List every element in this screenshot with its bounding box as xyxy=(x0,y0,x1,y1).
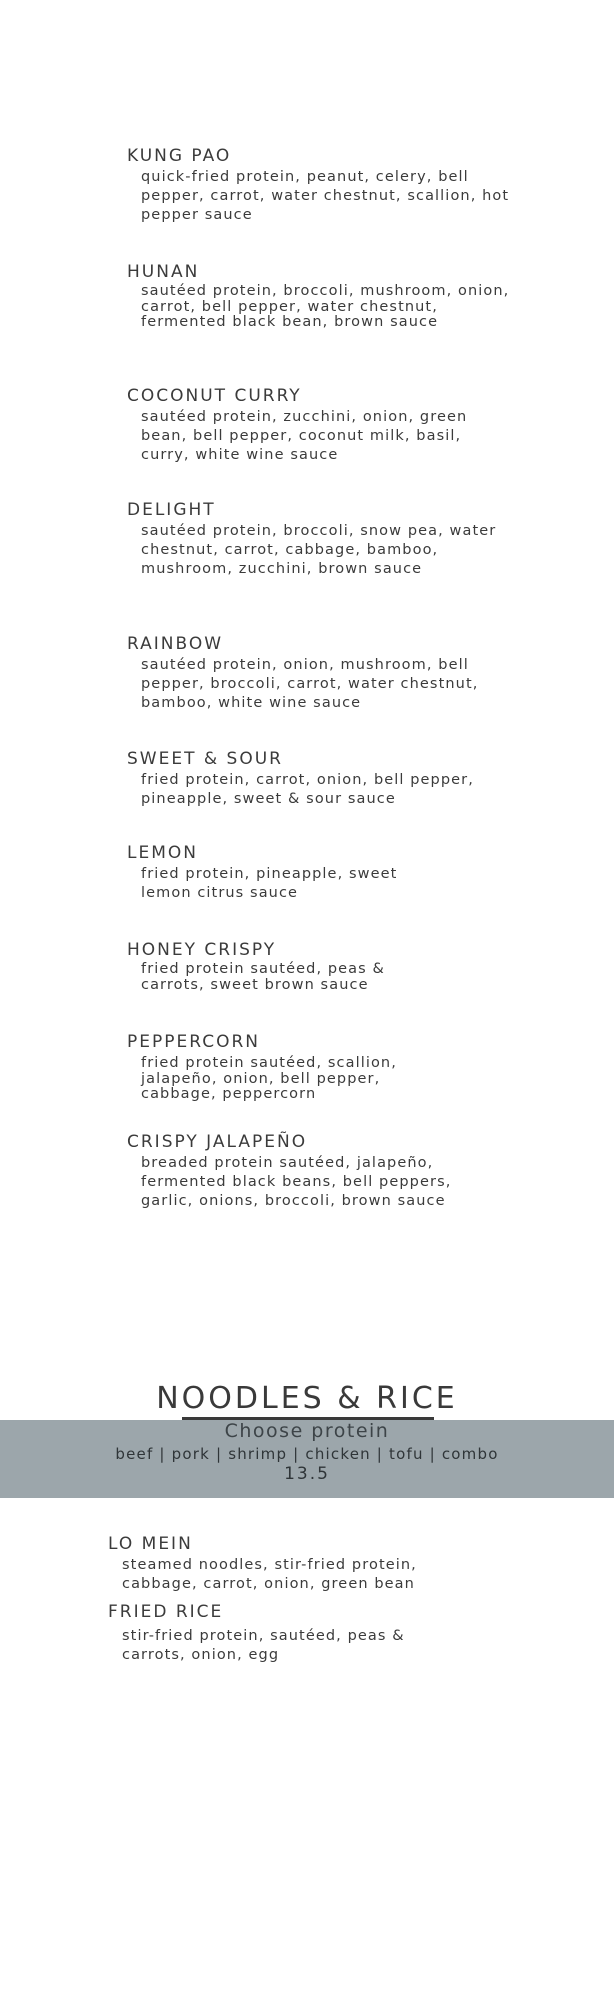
item-name: HUNAN xyxy=(127,262,200,282)
menu-item-honey-crispy xyxy=(127,939,507,993)
menu-item-peppercorn xyxy=(127,1031,507,1103)
item-description: fried protein sautéed, peas & carrots, sweet brown sauce xyxy=(141,961,385,993)
menu-item-lemon xyxy=(127,842,507,903)
item-name: COCONUT CURRY xyxy=(127,386,302,406)
menu-item-lo-mein xyxy=(108,1533,508,1594)
item-description: breaded protein sautéed, jalapeño, fermented black beans, bell peppers, garlic, onions, broccoli, brown sauce xyxy=(141,1155,452,1209)
item-name: HONEY CRISPY xyxy=(127,940,277,960)
item-name: PEPPERCORN xyxy=(127,1032,260,1052)
item-description: sautéed protein, broccoli, snow pea, water chestnut, carrot, cabbage, bamboo, mushroom, zucchini, brown sauce xyxy=(141,523,497,577)
item-name: RAINBOW xyxy=(127,634,224,654)
item-name: KUNG PAO xyxy=(127,146,232,166)
item-description: fried protein sautéed, scallion, jalapeño, onion, bell pepper, cabbage, peppercorn xyxy=(141,1055,397,1102)
protein-options: beef | pork | shrimp | chicken | tofu | combo xyxy=(115,1445,499,1463)
menu-item-fried-rice xyxy=(108,1601,508,1665)
item-name: DELIGHT xyxy=(127,500,216,520)
item-name: CRISPY JALAPEÑO xyxy=(127,1132,308,1152)
item-description: steamed noodles, stir-fried protein, cabbage, carrot, onion, green bean xyxy=(122,1557,417,1592)
item-name: FRIED RICE xyxy=(108,1602,224,1622)
menu-item-sweet-and-sour xyxy=(127,748,507,809)
item-description: sautéed protein, broccoli, mushroom, onion, carrot, bell pepper, water chestnut, fermented black bean, brown sauce xyxy=(141,283,510,330)
item-description: fried protein, carrot, onion, bell pepper, pineapple, sweet & sour sauce xyxy=(141,772,474,807)
menu-item-hunan xyxy=(127,261,510,331)
menu-item-kung-pao xyxy=(127,145,510,225)
item-name: LO MEIN xyxy=(108,1534,193,1554)
menu-item-delight xyxy=(127,499,507,579)
menu-item-rainbow xyxy=(127,633,507,713)
price: 13.5 xyxy=(284,1464,330,1484)
protein-heading: Choose protein xyxy=(224,1420,390,1442)
section-title-noodles-rice: NOODLES & RICE xyxy=(156,1381,458,1416)
item-name: SWEET & SOUR xyxy=(127,749,283,769)
menu-item-crispy-jalapeno xyxy=(127,1131,507,1211)
item-name: LEMON xyxy=(127,843,198,863)
item-description: quick-fried protein, peanut, celery, bell pepper, carrot, water chestnut, scallion, hot pepper sauce xyxy=(141,169,510,223)
item-description: stir-fried protein, sautéed, peas & carrots, onion, egg xyxy=(122,1628,405,1663)
item-description: fried protein, pineapple, sweet lemon citrus sauce xyxy=(141,866,398,901)
item-description: sautéed protein, onion, mushroom, bell pepper, broccoli, carrot, water chestnut, bamboo, white wine sauce xyxy=(141,657,479,711)
item-description: sautéed protein, zucchini, onion, green bean, bell pepper, coconut milk, basil, curry, white wine sauce xyxy=(141,409,468,463)
menu-item-coconut-curry xyxy=(127,385,507,465)
